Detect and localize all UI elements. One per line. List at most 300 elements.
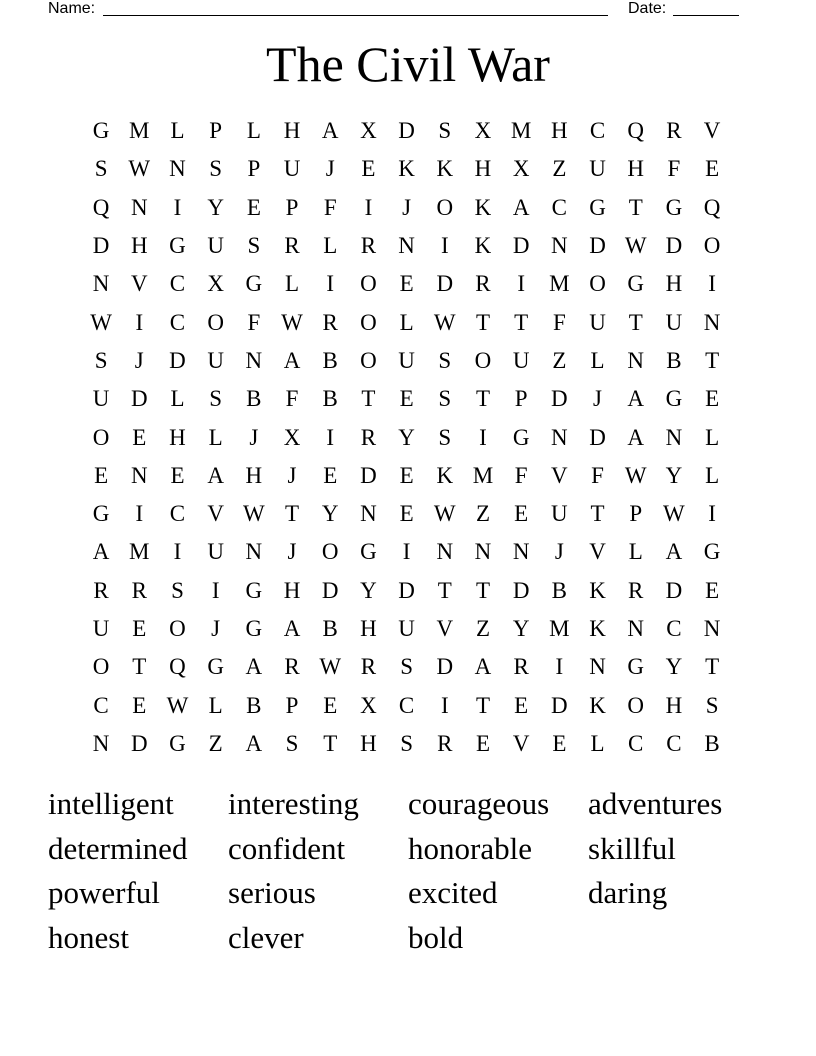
grid-letter[interactable]: G <box>92 501 110 527</box>
grid-letter[interactable]: O <box>92 654 110 680</box>
grid-letter[interactable]: W <box>242 501 265 527</box>
grid-letter[interactable]: U <box>398 616 415 641</box>
grid-letter[interactable]: Y <box>360 577 377 603</box>
grid-letter[interactable]: E <box>399 501 414 527</box>
grid-letter[interactable]: D <box>665 233 683 259</box>
grid-letter[interactable]: J <box>134 347 144 373</box>
grid-letter[interactable]: O <box>474 347 492 373</box>
grid-letter[interactable]: I <box>211 577 220 603</box>
grid-letter[interactable]: C <box>551 194 568 220</box>
grid-letter[interactable]: R <box>93 577 109 603</box>
grid-letter[interactable]: S <box>705 692 719 718</box>
grid-letter[interactable]: N <box>627 616 645 641</box>
grid-letter[interactable]: L <box>246 118 261 144</box>
grid-letter[interactable]: L <box>170 118 185 144</box>
grid-letter[interactable]: V <box>207 501 224 527</box>
grid-letter[interactable]: S <box>438 424 452 450</box>
grid-letter[interactable]: H <box>474 156 492 182</box>
grid-letter[interactable]: R <box>360 233 377 259</box>
grid-letter[interactable]: I <box>517 271 525 297</box>
grid-letter[interactable]: I <box>402 539 411 565</box>
grid-letter[interactable]: T <box>628 194 643 220</box>
grid-letter[interactable]: G <box>627 271 645 297</box>
grid-letter[interactable]: H <box>360 730 377 756</box>
grid-letter[interactable]: U <box>207 347 224 373</box>
grid-letter[interactable]: G <box>627 654 645 680</box>
grid-letter[interactable]: M <box>549 616 570 641</box>
grid-letter[interactable]: D <box>436 271 454 297</box>
word-bank-item: powerful <box>48 875 160 911</box>
grid-letter[interactable]: H <box>169 424 186 450</box>
grid-letter[interactable]: U <box>512 347 530 373</box>
grid-letter[interactable]: H <box>665 271 683 297</box>
grid-letter[interactable]: Z <box>552 156 567 182</box>
grid-letter[interactable]: H <box>283 118 301 144</box>
grid-letter[interactable]: R <box>666 118 682 144</box>
grid-letter[interactable]: W <box>433 309 456 335</box>
grid-letter[interactable]: J <box>325 156 335 182</box>
grid-row <box>82 150 731 188</box>
grid-letter[interactable]: E <box>552 730 567 756</box>
grid-row <box>82 227 731 265</box>
grid-letter[interactable]: Z <box>208 730 223 756</box>
grid-letter[interactable]: E <box>399 386 414 412</box>
grid-letter[interactable]: E <box>323 692 338 718</box>
grid-letter[interactable]: E <box>94 462 109 488</box>
grid-letter[interactable]: Z <box>475 501 490 527</box>
grid-letter[interactable]: G <box>92 118 110 144</box>
grid-letter[interactable]: I <box>326 424 335 450</box>
grid-letter[interactable]: D <box>512 577 530 603</box>
grid-letter[interactable]: D <box>92 233 110 259</box>
grid-letter[interactable]: O <box>92 424 110 450</box>
grid-letter[interactable]: I <box>555 654 564 680</box>
grid-letter[interactable]: D <box>512 233 530 259</box>
grid-letter[interactable]: S <box>400 654 413 680</box>
grid-letter[interactable]: X <box>283 424 301 450</box>
grid-letter[interactable]: L <box>590 730 605 756</box>
grid-letter[interactable]: T <box>475 577 490 603</box>
grid-letter[interactable]: X <box>512 156 530 182</box>
grid-row <box>82 303 731 341</box>
grid-letter[interactable]: K <box>436 462 454 488</box>
grid-letter[interactable]: E <box>132 692 147 718</box>
grid-letter[interactable]: V <box>130 271 148 297</box>
grid-letter[interactable]: A <box>512 194 530 220</box>
grid-letter[interactable]: T <box>475 692 490 718</box>
grid-letter[interactable]: K <box>474 194 492 220</box>
grid-letter[interactable]: T <box>285 501 300 527</box>
grid-letter[interactable]: T <box>361 386 376 412</box>
grid-letter[interactable]: V <box>512 730 530 756</box>
grid-letter[interactable]: I <box>479 424 487 450</box>
grid-letter[interactable]: N <box>130 462 148 488</box>
grid-letter[interactable]: N <box>551 233 568 259</box>
grid-letter[interactable]: N <box>360 501 377 527</box>
grid-letter[interactable]: G <box>360 539 377 565</box>
grid-letter[interactable]: R <box>628 577 644 603</box>
grid-letter[interactable]: Y <box>512 616 530 641</box>
grid-letter[interactable]: C <box>93 692 109 718</box>
grid-letter[interactable]: N <box>589 654 606 680</box>
grid-letter[interactable]: B <box>666 347 682 373</box>
grid-letter[interactable]: X <box>360 692 377 718</box>
grid-letter[interactable]: O <box>321 539 339 565</box>
grid-letter[interactable]: N <box>703 616 721 641</box>
grid-letter[interactable]: U <box>92 616 110 641</box>
grid-letter[interactable]: Q <box>92 194 110 220</box>
grid-letter[interactable]: O <box>207 309 224 335</box>
grid-letter[interactable]: T <box>514 309 529 335</box>
grid-letter[interactable]: O <box>169 616 186 641</box>
grid-letter[interactable]: C <box>398 692 415 718</box>
grid-letter[interactable]: D <box>169 347 186 373</box>
grid-letter[interactable]: L <box>590 347 605 373</box>
grid-letter[interactable]: U <box>665 309 683 335</box>
grid-letter[interactable]: T <box>475 309 490 335</box>
grid-letter[interactable]: G <box>512 424 530 450</box>
grid-letter[interactable]: S <box>400 730 413 756</box>
grid-letter[interactable]: L <box>208 692 223 718</box>
grid-letter[interactable]: L <box>285 271 300 297</box>
grid-letter[interactable]: W <box>90 309 112 335</box>
grid-letter[interactable]: C <box>628 730 644 756</box>
grid-letter[interactable]: J <box>593 386 602 412</box>
grid-row <box>82 189 731 227</box>
grid-letter[interactable]: D <box>665 577 683 603</box>
grid-letter[interactable]: X <box>360 118 377 144</box>
grid-letter[interactable]: Y <box>207 194 224 220</box>
grid-letter[interactable]: V <box>703 118 721 144</box>
grid-letter[interactable]: T <box>475 386 490 412</box>
grid-letter[interactable]: A <box>207 462 224 488</box>
grid-letter[interactable]: N <box>245 539 263 565</box>
grid-letter[interactable]: B <box>246 386 262 412</box>
grid-letter[interactable]: U <box>207 539 224 565</box>
grid-letter[interactable]: K <box>589 616 606 641</box>
grid-letter[interactable]: E <box>705 156 720 182</box>
grid-letter[interactable]: L <box>705 462 720 488</box>
grid-letter[interactable]: D <box>551 692 568 718</box>
grid-letter[interactable]: X <box>474 118 492 144</box>
grid-letter[interactable]: F <box>667 156 681 182</box>
grid-letter[interactable]: E <box>514 692 529 718</box>
grid-letter[interactable]: G <box>169 233 186 259</box>
grid-letter[interactable]: K <box>436 156 454 182</box>
page-title: The Civil War <box>266 36 550 92</box>
grid-letter[interactable]: N <box>665 424 683 450</box>
grid-letter[interactable]: L <box>705 424 720 450</box>
grid-letter[interactable]: R <box>284 654 300 680</box>
grid-letter[interactable]: Y <box>321 501 339 527</box>
grid-letter[interactable]: H <box>130 233 148 259</box>
grid-letter[interactable]: L <box>170 386 185 412</box>
grid-letter[interactable]: D <box>589 233 606 259</box>
grid-letter[interactable]: E <box>399 271 414 297</box>
grid-letter[interactable]: E <box>399 462 414 488</box>
grid-letter[interactable]: J <box>554 539 564 565</box>
grid-letter[interactable]: C <box>589 118 606 144</box>
grid-letter[interactable]: I <box>173 539 182 565</box>
grid-letter[interactable]: N <box>398 233 415 259</box>
grid-letter[interactable]: L <box>628 539 643 565</box>
grid-letter[interactable]: U <box>589 309 606 335</box>
grid-letter[interactable]: O <box>703 233 721 259</box>
grid-letter[interactable]: S <box>94 347 108 373</box>
grid-letter[interactable]: V <box>551 462 568 488</box>
grid-letter[interactable]: G <box>245 577 263 603</box>
grid-letter[interactable]: F <box>514 462 528 488</box>
grid-letter[interactable]: C <box>666 616 682 641</box>
grid-letter[interactable]: J <box>287 462 297 488</box>
grid-letter[interactable]: M <box>129 118 150 144</box>
grid-letter[interactable]: R <box>284 233 300 259</box>
grid-letter[interactable]: O <box>627 692 645 718</box>
grid-letter[interactable]: T <box>132 654 147 680</box>
grid-letter[interactable]: N <box>512 539 530 565</box>
grid-letter[interactable]: D <box>398 118 415 144</box>
grid-letter[interactable]: W <box>624 233 647 259</box>
grid-letter[interactable]: Q <box>703 194 721 220</box>
grid-letter[interactable]: T <box>323 730 338 756</box>
grid-letter[interactable]: E <box>246 194 261 220</box>
grid-letter[interactable]: D <box>589 424 606 450</box>
grid-letter[interactable]: S <box>171 577 184 603</box>
grid-letter[interactable]: W <box>319 654 342 680</box>
grid-letter[interactable]: X <box>207 271 224 297</box>
word-bank-item: confident <box>228 830 346 866</box>
grid-letter[interactable]: E <box>361 156 376 182</box>
grid-letter[interactable]: Q <box>169 654 186 680</box>
grid-letter[interactable]: H <box>283 577 301 603</box>
grid-letter[interactable]: F <box>591 462 604 488</box>
grid-letter[interactable]: E <box>514 501 529 527</box>
grid-letter[interactable]: L <box>208 424 223 450</box>
grid-letter[interactable]: W <box>281 309 303 335</box>
grid-letter[interactable]: N <box>92 730 110 756</box>
grid-letter[interactable]: P <box>285 692 299 718</box>
grid-letter[interactable]: R <box>437 730 453 756</box>
grid-letter[interactable]: Y <box>665 654 683 680</box>
grid-letter[interactable]: U <box>589 156 606 182</box>
grid-letter[interactable]: A <box>627 386 645 412</box>
grid-letter[interactable]: U <box>207 233 224 259</box>
grid-letter[interactable]: K <box>589 577 606 603</box>
grid-letter[interactable]: I <box>326 271 335 297</box>
grid-row <box>82 610 731 648</box>
grid-letter[interactable]: A <box>245 730 263 756</box>
grid-letter[interactable]: G <box>703 539 721 565</box>
grid-letter[interactable]: U <box>398 347 415 373</box>
grid-letter[interactable]: U <box>92 386 110 412</box>
grid-letter[interactable]: O <box>360 309 377 335</box>
grid-letter[interactable]: E <box>170 462 185 488</box>
grid-letter[interactable]: D <box>551 386 568 412</box>
grid-letter[interactable]: H <box>360 616 377 641</box>
date-field[interactable] <box>673 15 739 16</box>
grid-letter[interactable]: C <box>169 309 186 335</box>
grid-letter[interactable]: R <box>131 577 147 603</box>
grid-letter[interactable]: L <box>323 233 338 259</box>
grid-letter[interactable]: S <box>438 386 452 412</box>
grid-letter[interactable]: K <box>398 156 415 182</box>
grid-letter[interactable]: B <box>246 692 262 718</box>
grid-letter[interactable]: K <box>474 233 492 259</box>
grid-letter[interactable]: Y <box>398 424 415 450</box>
grid-letter[interactable]: D <box>360 462 377 488</box>
grid-letter[interactable]: A <box>665 539 683 565</box>
grid-letter[interactable]: N <box>436 539 454 565</box>
grid-letter[interactable]: I <box>708 271 716 297</box>
grid-letter[interactable]: R <box>360 654 377 680</box>
grid-letter[interactable]: A <box>92 539 110 565</box>
grid-letter[interactable]: N <box>130 194 148 220</box>
grid-letter[interactable]: G <box>589 194 606 220</box>
grid-letter[interactable]: F <box>285 386 299 412</box>
grid-letter[interactable]: G <box>665 194 683 220</box>
grid-letter[interactable]: R <box>475 271 491 297</box>
grid-letter[interactable]: Z <box>475 616 490 641</box>
grid-letter[interactable]: S <box>247 233 261 259</box>
grid-letter[interactable]: L <box>399 309 414 335</box>
grid-letter[interactable]: S <box>438 118 452 144</box>
grid-letter[interactable]: I <box>173 194 182 220</box>
grid-letter[interactable]: S <box>94 156 108 182</box>
grid-letter[interactable]: O <box>436 194 454 220</box>
grid-letter[interactable]: W <box>128 156 151 182</box>
grid-letter[interactable]: D <box>436 654 454 680</box>
grid-letter[interactable]: D <box>321 577 339 603</box>
grid-letter[interactable]: I <box>708 501 716 527</box>
grid-letter[interactable]: T <box>437 577 452 603</box>
grid-letter[interactable]: C <box>666 730 682 756</box>
grid-letter[interactable]: H <box>245 462 263 488</box>
grid-letter[interactable]: C <box>169 271 186 297</box>
grid-letter[interactable]: N <box>551 424 568 450</box>
grid-letter[interactable]: A <box>321 118 339 144</box>
grid-letter[interactable]: H <box>551 118 568 144</box>
grid-letter[interactable]: B <box>322 386 338 412</box>
grid-letter[interactable]: E <box>323 462 338 488</box>
grid-letter[interactable]: M <box>549 271 570 297</box>
grid-letter[interactable]: F <box>552 309 566 335</box>
grid-letter[interactable]: N <box>92 271 110 297</box>
grid-letter[interactable]: B <box>322 347 338 373</box>
grid-letter[interactable]: W <box>166 692 189 718</box>
grid-letter[interactable]: B <box>322 616 338 641</box>
grid-letter[interactable]: G <box>245 271 263 297</box>
grid-letter[interactable]: V <box>589 539 606 565</box>
grid-letter[interactable]: M <box>129 539 150 565</box>
grid-letter[interactable]: R <box>513 654 529 680</box>
grid-letter[interactable]: O <box>589 271 606 297</box>
grid-letter[interactable]: O <box>360 271 377 297</box>
grid-letter[interactable]: S <box>209 386 223 412</box>
grid-letter[interactable]: P <box>209 118 223 144</box>
grid-letter[interactable]: E <box>705 577 720 603</box>
name-field[interactable] <box>103 15 608 16</box>
grid-letter[interactable]: W <box>663 501 685 527</box>
grid-letter[interactable]: E <box>132 424 147 450</box>
grid-letter[interactable]: J <box>402 194 412 220</box>
grid-letter[interactable]: H <box>627 156 645 182</box>
grid-letter[interactable]: P <box>247 156 261 182</box>
grid-letter[interactable]: N <box>169 156 186 182</box>
grid-letter[interactable]: R <box>360 424 377 450</box>
grid-letter[interactable]: K <box>589 692 606 718</box>
grid-letter[interactable]: P <box>629 501 643 527</box>
grid-letter[interactable]: W <box>433 501 456 527</box>
grid-letter[interactable]: A <box>627 424 645 450</box>
grid-letter[interactable]: D <box>130 386 148 412</box>
grid-letter[interactable]: I <box>364 194 373 220</box>
grid-letter[interactable]: O <box>360 347 377 373</box>
grid-letter[interactable]: E <box>132 616 147 641</box>
grid-letter[interactable]: G <box>665 386 683 412</box>
grid-letter[interactable]: J <box>211 616 221 641</box>
grid-letter[interactable]: G <box>245 616 263 641</box>
grid-letter[interactable]: G <box>207 654 224 680</box>
grid-letter[interactable]: R <box>322 309 338 335</box>
grid-letter[interactable]: M <box>472 462 494 488</box>
grid-letter[interactable]: B <box>551 577 568 603</box>
grid-letter[interactable]: E <box>705 386 720 412</box>
grid-letter[interactable]: F <box>323 194 337 220</box>
grid-letter[interactable]: N <box>245 347 263 373</box>
grid-letter[interactable]: A <box>245 654 263 680</box>
grid-letter[interactable]: M <box>510 118 532 144</box>
grid-letter[interactable]: S <box>285 730 299 756</box>
grid-letter[interactable]: B <box>704 730 720 756</box>
grid-letter[interactable]: W <box>624 462 647 488</box>
grid-letter[interactable]: D <box>398 577 415 603</box>
grid-letter[interactable]: C <box>169 501 186 527</box>
grid-letter[interactable]: S <box>209 156 223 182</box>
grid-letter[interactable]: Z <box>552 347 567 373</box>
date-label: Date: <box>628 0 667 17</box>
grid-letter[interactable]: U <box>551 501 568 527</box>
grid-letter[interactable]: T <box>705 347 720 373</box>
grid-letter[interactable]: P <box>514 386 528 412</box>
grid-letter[interactable]: I <box>135 501 144 527</box>
grid-letter[interactable]: A <box>283 616 301 641</box>
grid-letter[interactable]: D <box>130 730 148 756</box>
grid-letter[interactable]: E <box>475 730 490 756</box>
grid-letter[interactable]: N <box>627 347 645 373</box>
grid-letter[interactable]: N <box>703 309 721 335</box>
grid-letter[interactable]: T <box>628 309 643 335</box>
grid-letter[interactable]: Q <box>627 118 645 144</box>
grid-letter[interactable]: N <box>474 539 492 565</box>
grid-letter[interactable]: J <box>287 539 297 565</box>
grid-letter[interactable]: V <box>436 616 454 641</box>
grid-letter[interactable]: S <box>438 347 452 373</box>
grid-letter[interactable]: Y <box>665 462 683 488</box>
grid-letter[interactable]: A <box>474 654 492 680</box>
grid-letter[interactable]: T <box>705 654 720 680</box>
grid-letter[interactable]: G <box>169 730 186 756</box>
grid-letter[interactable]: T <box>590 501 605 527</box>
grid-letter[interactable]: F <box>247 309 261 335</box>
grid-letter[interactable]: I <box>440 233 449 259</box>
grid-letter[interactable]: P <box>285 194 299 220</box>
grid-letter[interactable]: U <box>283 156 301 182</box>
grid-letter[interactable]: J <box>249 424 259 450</box>
grid-letter[interactable]: I <box>440 692 449 718</box>
grid-letter[interactable]: I <box>135 309 144 335</box>
grid-letter[interactable]: A <box>283 347 301 373</box>
grid-letter[interactable]: H <box>665 692 683 718</box>
